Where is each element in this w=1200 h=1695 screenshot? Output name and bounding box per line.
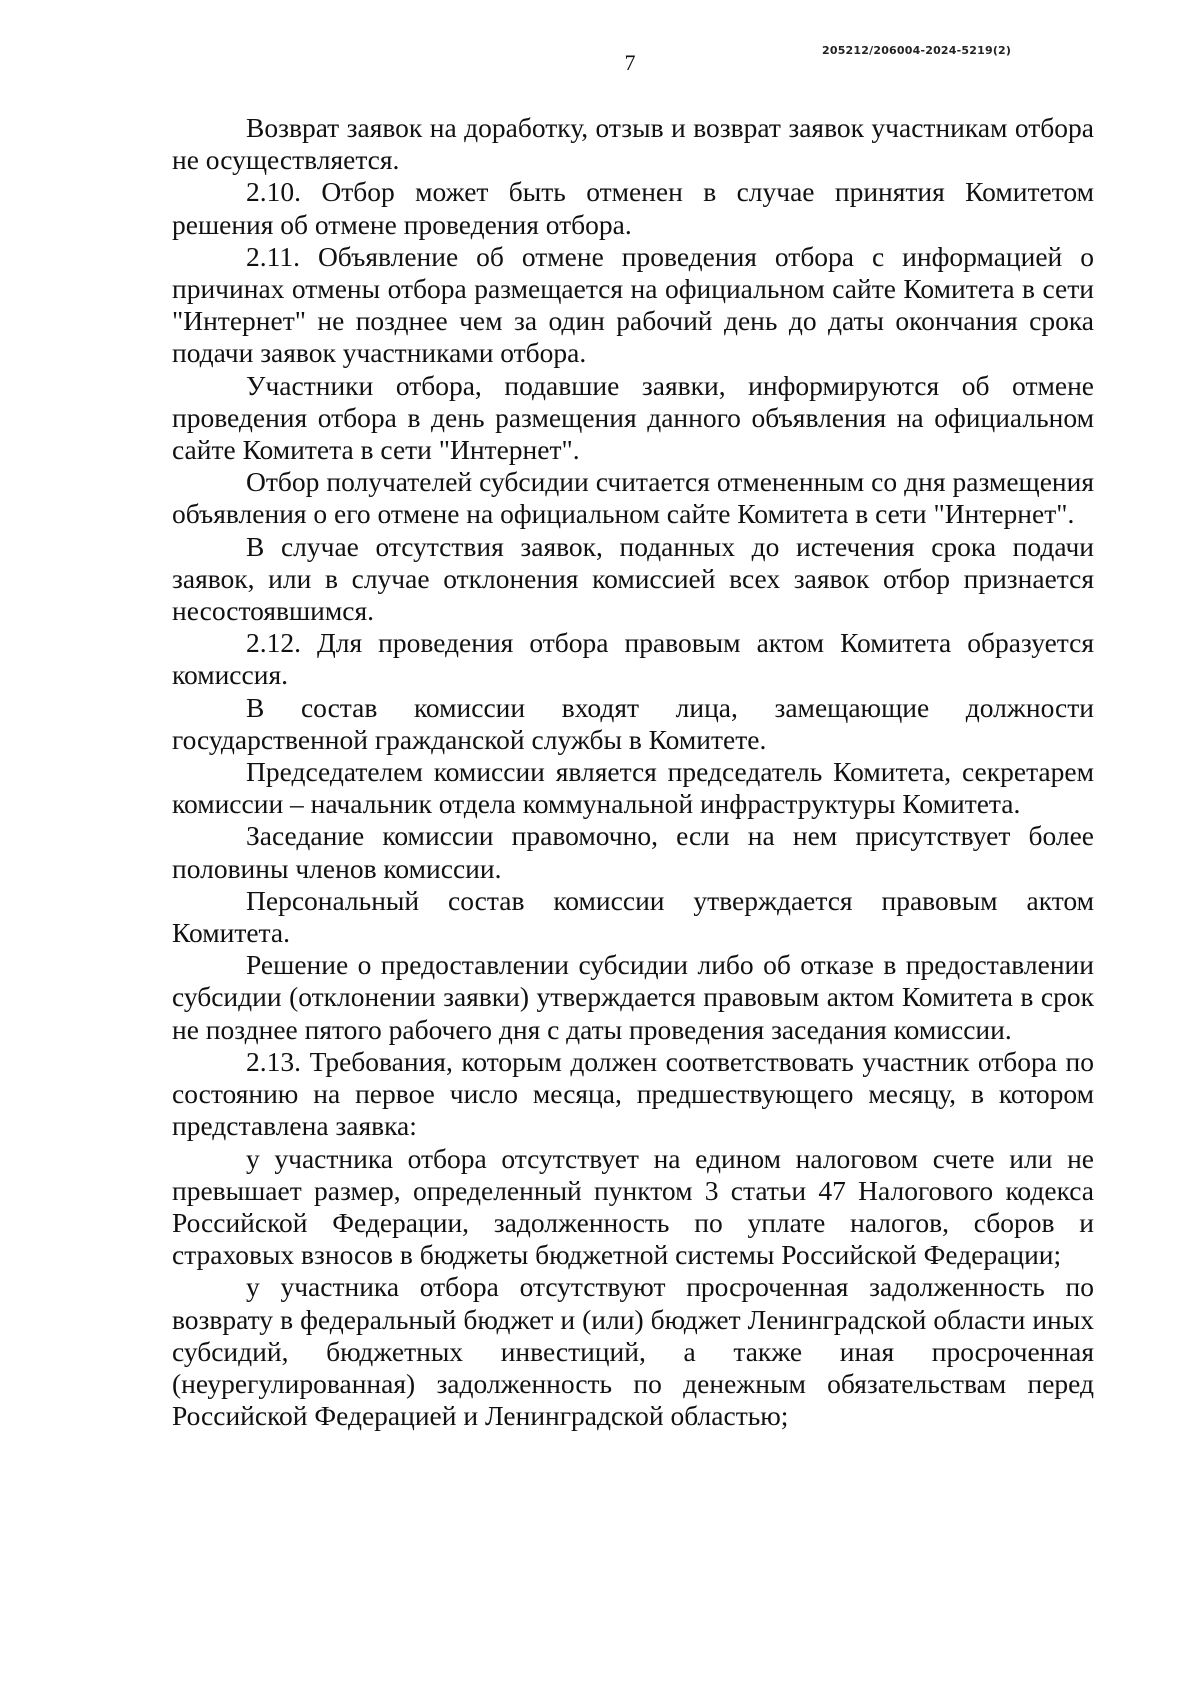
paragraph: В случае отсутствия заявок, поданных до истечения срока подачи заявок, или в случае отклонения комиссией всех заявок отбор признается несостоявшимся. (172, 530, 1094, 627)
paragraph: Участники отбора, подавшие заявки, информируются об отмене проведения отбора в день размещения данного объявления на официальном сайте Комитета в сети "Интернет". (172, 369, 1094, 466)
paragraph: Возврат заявок на доработку, отзыв и возврат заявок участникам отбора не осуществляется. (172, 112, 1094, 176)
paragraph: Заседание комиссии правомочно, если на нем присутствует более половины членов комиссии. (172, 820, 1094, 884)
page-number: 7 (624, 50, 636, 75)
paragraph: Отбор получателей субсидии считается отмененным со дня размещения объявления о его отмене на официальном сайте Комитета в сети "Интернет". (172, 466, 1094, 530)
paragraph: 2.11. Объявление об отмене проведения отбора с информацией о причинах отмены отбора размещается на официальном сайте Комитета в сети "Интернет" не позднее чем за один рабочий день до даты окончания срока подачи заявок участниками отбора. (172, 240, 1094, 369)
paragraph: у участника отбора отсутствуют просроченная задолженность по возврату в федеральный бюджет и (или) бюджет Ленинградской области иных субсидий, бюджетных инвестиций, а также иная просроченная (неурегулированная) задолженность по денежным обязательствам перед Российской Федерацией и Ленинградской областью; (172, 1271, 1094, 1432)
paragraph: Председателем комиссии является председатель Комитета, секретарем комиссии – начальник отдела коммунальной инфраструктуры Комитета. (172, 756, 1094, 820)
document-body (172, 112, 1094, 1432)
paragraph: В состав комиссии входят лица, замещающие должности государственной гражданской службы в Комитете. (172, 691, 1094, 755)
paragraph: 2.13. Требования, которым должен соответствовать участник отбора по состоянию на первое число месяца, предшествующего месяцу, в котором представлена заявка: (172, 1045, 1094, 1142)
paragraph: 2.10. Отбор может быть отменен в случае принятия Комитетом решения об отмене проведения отбора. (172, 176, 1094, 240)
paragraph: у участника отбора отсутствует на едином налоговом счете или не превышает размер, определенный пунктом 3 статьи 47 Налогового кодекса Российской Федерации, задолженность по уплате налогов, сборов и страховых взносов в бюджеты бюджетной системы Российской Федерации; (172, 1142, 1094, 1271)
document-registration-number: 205212/206004-2024-5219(2) (822, 44, 1012, 57)
paragraph: Решение о предоставлении субсидии либо об отказе в предоставлении субсидии (отклонении заявки) утверждается правовым актом Комитета в срок не позднее пятого рабочего дня с даты проведения заседания комиссии. (172, 949, 1094, 1045)
paragraph: Персональный состав комиссии утверждается правовым актом Комитета. (172, 884, 1094, 949)
paragraph: 2.12. Для проведения отбора правовым актом Комитета образуется комиссия. (172, 627, 1094, 691)
